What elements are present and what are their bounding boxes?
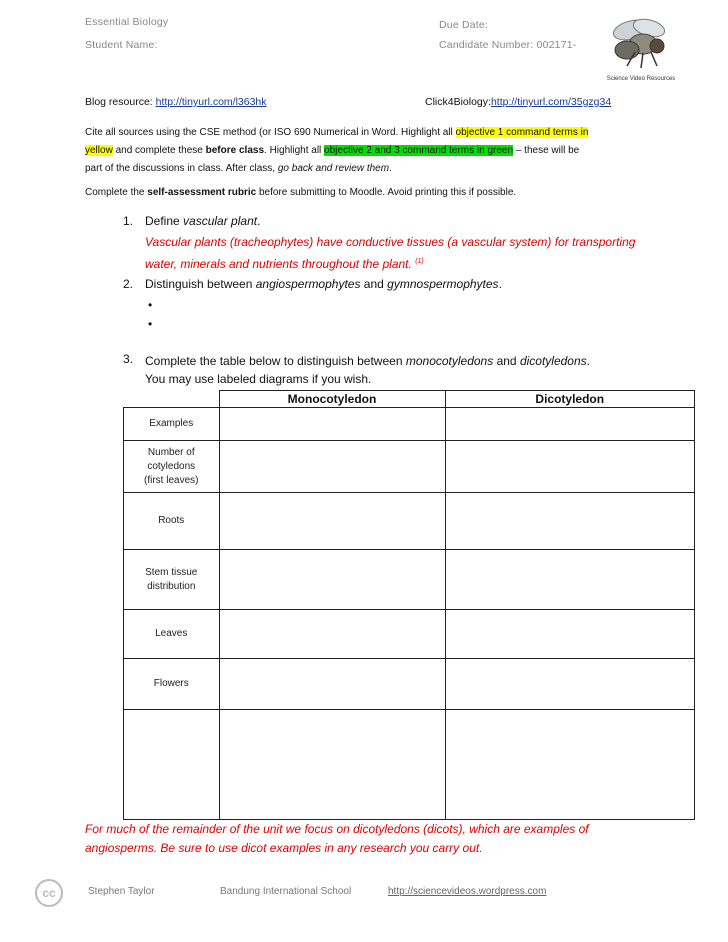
blog-link[interactable]: http://tinyurl.com/l363hk [155, 96, 267, 108]
q2-text: . [498, 277, 502, 291]
cell-mono-roots[interactable] [219, 493, 445, 550]
q2-term: angiospermophytes [255, 277, 361, 291]
q1-text: . [257, 214, 261, 228]
q3-term: dicotyledons [519, 354, 587, 368]
q1-term: vascular plant [183, 214, 258, 228]
instr-text: . [389, 163, 392, 174]
q3-number: 3. [123, 352, 134, 366]
q2-term: gymnospermophytes [387, 277, 499, 291]
highlight-green: objective 2 and 3 command terms in green [324, 145, 514, 156]
cell-dico-flowers[interactable] [445, 659, 695, 710]
science-video-logo [605, 12, 677, 82]
q2-number: 2. [123, 277, 134, 291]
instr-text: part of the discussions in class. After class, [85, 163, 278, 174]
course-title: Essential Biology [85, 16, 169, 28]
footer-school: Bandung International School [220, 886, 352, 897]
comparison-table [123, 390, 695, 820]
student-name-label: Student Name: [85, 39, 158, 51]
logo-caption: Science Video Resources [606, 76, 676, 82]
instr-bold: self-assessment rubric [147, 187, 257, 198]
cell-mono-flowers[interactable] [219, 659, 445, 710]
cell-mono-blank[interactable] [219, 710, 445, 820]
table-row [124, 550, 695, 610]
cell-mono-cotyledons[interactable] [219, 441, 445, 493]
candidate-number-label: Candidate Number: 002171- [439, 39, 577, 51]
cell-dico-leaves[interactable] [445, 610, 695, 659]
footer-author: Stephen Taylor [88, 886, 155, 897]
instr-text: . Highlight all [264, 145, 325, 156]
row-label-roots: Roots [124, 493, 220, 550]
instr-bold: before class [205, 145, 265, 156]
instructions-paragraph [85, 124, 645, 178]
closing-line: angiosperms. Be sure to use dicot examples in any research you carry out. [85, 841, 483, 855]
row-label-line: (first leaves) [144, 474, 199, 486]
row-label-line: Stem tissue [145, 566, 198, 578]
creative-commons-icon: cc [35, 879, 63, 907]
q2-bullet: • [148, 298, 153, 312]
cell-mono-leaves[interactable] [219, 610, 445, 659]
q2-text: and [360, 277, 388, 291]
q1-answer-line: water, minerals and nutrients throughout the plant. [145, 257, 412, 271]
q1-text: Define [145, 214, 184, 228]
table-row [124, 659, 695, 710]
due-date-label: Due Date: [439, 19, 489, 31]
row-label-examples: Examples [124, 408, 220, 441]
row-label-stem [124, 550, 220, 610]
closing-note [85, 820, 589, 858]
table-row [124, 408, 695, 441]
q3-text: You may use labeled diagrams if you wish. [145, 372, 372, 386]
table-row [124, 710, 695, 820]
cell-dico-roots[interactable] [445, 493, 695, 550]
table-row [124, 493, 695, 550]
fly-icon [605, 12, 677, 70]
q1-number: 1. [123, 214, 134, 228]
instr-text: Complete the [85, 187, 148, 198]
blog-resource [85, 96, 267, 108]
q1-reference: (1) [415, 258, 424, 265]
instr-italic: go back and review them [277, 163, 390, 174]
q3-term: monocotyledons [405, 354, 494, 368]
click4biology-resource [425, 96, 611, 108]
row-label-leaves: Leaves [124, 610, 220, 659]
closing-line: For much of the remainder of the unit we focus on dicotyledons (dicots), which are examples of [85, 822, 589, 836]
cell-blank-label [124, 710, 220, 820]
instr-text: – these will be [513, 145, 580, 156]
c4b-label: Click4Biology: [425, 96, 491, 108]
q1-answer-line: Vascular plants (tracheophytes) have conductive tissues (a vascular system) for transporting [145, 235, 636, 249]
row-label-flowers: Flowers [124, 659, 220, 710]
row-label-cotyledons [124, 441, 220, 493]
instr-text: Cite all sources using the CSE method (or ISO 690 Numerical in Word. Highlight all [85, 127, 456, 138]
cell-dico-blank[interactable] [445, 710, 695, 820]
row-label-line: cotyledons [147, 460, 196, 472]
q3-prompt [145, 352, 590, 388]
highlight-yellow: objective 1 command terms in [455, 127, 589, 138]
header-dicotyledon: Dicotyledon [445, 391, 695, 408]
row-label-line: Number of [147, 446, 195, 458]
instr-text: before submitting to Moodle. Avoid printing this if possible. [256, 187, 517, 198]
q2-prompt [145, 277, 502, 291]
c4b-link[interactable]: http://tinyurl.com/35gzg34 [490, 96, 612, 108]
header-monocotyledon: Monocotyledon [219, 391, 445, 408]
instr-text: and complete these [112, 145, 206, 156]
q1-answer [145, 233, 635, 274]
q3-text: and [493, 354, 520, 368]
table-header-row [124, 391, 695, 408]
cell-mono-stem[interactable] [219, 550, 445, 610]
cell-dico-stem[interactable] [445, 550, 695, 610]
q2-bullet: • [148, 317, 153, 331]
blog-label: Blog resource: [85, 96, 156, 108]
cell-mono-examples[interactable] [219, 408, 445, 441]
q1-prompt [145, 214, 260, 228]
cell-dico-cotyledons[interactable] [445, 441, 695, 493]
rubric-instruction [85, 184, 516, 202]
table-row [124, 610, 695, 659]
table-row [124, 441, 695, 493]
q2-text: Distinguish between [145, 277, 256, 291]
q3-text: Complete the table below to distinguish between [145, 354, 406, 368]
table-corner [124, 391, 220, 408]
highlight-yellow: yellow [85, 145, 113, 156]
row-label-line: distribution [147, 580, 196, 592]
q3-text: . [586, 354, 590, 368]
cell-dico-examples[interactable] [445, 408, 695, 441]
footer-url[interactable]: http://sciencevideos.wordpress.com [388, 886, 547, 897]
